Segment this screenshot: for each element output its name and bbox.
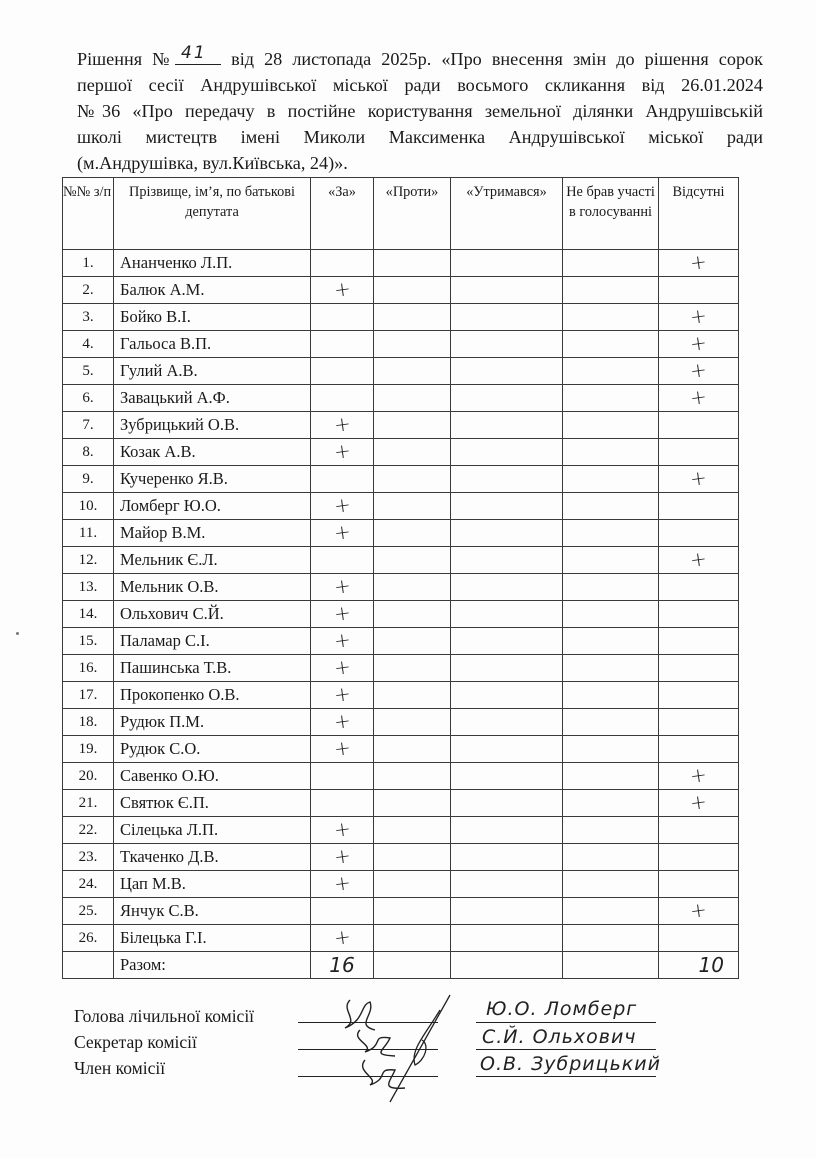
- plus-mark-icon: +: [332, 491, 352, 519]
- decision-heading: [77, 43, 763, 176]
- row-number: 26.: [63, 925, 114, 952]
- deputy-name: Ананченко Л.П.: [114, 250, 311, 277]
- deputy-name: Сілецька Л.П.: [114, 817, 311, 844]
- vote-cell-absent: [659, 250, 739, 277]
- vote-cell-abstained: [451, 385, 563, 412]
- row-number: 19.: [63, 736, 114, 763]
- plus-mark-icon: +: [688, 761, 709, 789]
- row-number: 20.: [63, 763, 114, 790]
- header-for: «За»: [311, 178, 374, 250]
- deputy-name: Паламар С.І.: [114, 628, 311, 655]
- plus-mark-icon: +: [332, 626, 352, 654]
- vote-cell-abstained: [451, 250, 563, 277]
- vote-cell-absent: [659, 682, 739, 709]
- vote-cell-for: [311, 358, 374, 385]
- plus-mark-icon: +: [332, 734, 352, 762]
- plus-mark-icon: +: [332, 572, 352, 600]
- table-row: [63, 655, 739, 682]
- name-line-secretary: [476, 1049, 656, 1050]
- vote-cell-not-voted: [563, 817, 659, 844]
- vote-cell-for: [311, 493, 374, 520]
- vote-cell-against: [374, 817, 451, 844]
- vote-cell-for: [311, 331, 374, 358]
- vote-cell-absent: [659, 898, 739, 925]
- vote-cell-for: [311, 709, 374, 736]
- heading-line-1: [77, 43, 763, 72]
- vote-cell-absent: [659, 466, 739, 493]
- row-number: 12.: [63, 547, 114, 574]
- signature-role-member: Член комісії: [74, 1058, 166, 1078]
- name-line-chair: [476, 1022, 656, 1023]
- vote-cell-against: [374, 466, 451, 493]
- vote-cell-absent: [659, 358, 739, 385]
- vote-cell-not-voted: [563, 466, 659, 493]
- header-absent: Відсутні: [659, 178, 739, 250]
- vote-cell-for: [311, 817, 374, 844]
- plus-mark-icon: +: [688, 383, 709, 411]
- plus-mark-icon: +: [688, 896, 709, 924]
- vote-cell-against: [374, 898, 451, 925]
- row-number: 18.: [63, 709, 114, 736]
- vote-cell-for: [311, 547, 374, 574]
- vote-cell-against: [374, 385, 451, 412]
- vote-cell-against: [374, 682, 451, 709]
- plus-mark-icon: +: [332, 275, 352, 303]
- deputy-name: Гальоса В.П.: [114, 331, 311, 358]
- row-number: 11.: [63, 520, 114, 547]
- plus-mark-icon: +: [332, 869, 352, 897]
- decision-number-field: [175, 43, 221, 65]
- deputy-name: Прокопенко О.В.: [114, 682, 311, 709]
- header-against: «Проти»: [374, 178, 451, 250]
- table-row: [63, 601, 739, 628]
- deputy-name: Майор В.М.: [114, 520, 311, 547]
- vote-cell-abstained: [451, 574, 563, 601]
- heading-suffix: від 28 листопада 2025р. «Про внесення змін до рішення сорок: [221, 49, 763, 69]
- plus-mark-icon: +: [688, 545, 709, 573]
- deputy-name: Ломберг Ю.О.: [114, 493, 311, 520]
- deputy-name: Білецька Г.І.: [114, 925, 311, 952]
- vote-cell-absent: [659, 763, 739, 790]
- vote-cell-abstained: [451, 925, 563, 952]
- vote-cell-absent: [659, 925, 739, 952]
- plus-mark-icon: +: [688, 356, 709, 384]
- row-number: 2.: [63, 277, 114, 304]
- table-body: [63, 250, 739, 952]
- vote-cell-not-voted: [563, 655, 659, 682]
- vote-cell-absent: [659, 790, 739, 817]
- plus-mark-icon: +: [688, 302, 709, 330]
- row-number: 25.: [63, 898, 114, 925]
- table-row: [63, 790, 739, 817]
- plus-mark-icon: +: [332, 923, 352, 951]
- vote-cell-for: [311, 250, 374, 277]
- table-row: [63, 574, 739, 601]
- vote-cell-not-voted: [563, 925, 659, 952]
- row-number: 6.: [63, 385, 114, 412]
- plus-mark-icon: +: [332, 842, 352, 870]
- vote-cell-against: [374, 304, 451, 331]
- vote-cell-absent: [659, 412, 739, 439]
- vote-cell-not-voted: [563, 385, 659, 412]
- vote-cell-absent: [659, 574, 739, 601]
- header-abstained: «Утримався»: [451, 178, 563, 250]
- signature-name-secretary: С.Й. Ольхович: [482, 1026, 637, 1048]
- vote-cell-not-voted: [563, 250, 659, 277]
- vote-cell-abstained: [451, 628, 563, 655]
- vote-cell-against: [374, 763, 451, 790]
- vote-cell-abstained: [451, 331, 563, 358]
- vote-cell-for: [311, 466, 374, 493]
- deputy-name: Кучеренко Я.В.: [114, 466, 311, 493]
- vote-cell-abstained: [451, 898, 563, 925]
- vote-cell-against: [374, 520, 451, 547]
- vote-cell-absent: [659, 277, 739, 304]
- table-row: [63, 925, 739, 952]
- vote-cell-not-voted: [563, 358, 659, 385]
- vote-cell-absent: [659, 844, 739, 871]
- vote-cell-abstained: [451, 790, 563, 817]
- deputy-name: Рудюк С.О.: [114, 736, 311, 763]
- vote-cell-not-voted: [563, 628, 659, 655]
- vote-cell-against: [374, 601, 451, 628]
- row-number: 10.: [63, 493, 114, 520]
- vote-cell-for: [311, 520, 374, 547]
- table-row: [63, 331, 739, 358]
- vote-cell-abstained: [451, 304, 563, 331]
- total-absent-cell: [659, 952, 739, 979]
- vote-cell-not-voted: [563, 736, 659, 763]
- table-row: [63, 385, 739, 412]
- table-row: [63, 466, 739, 493]
- heading-line-4: школі мистецтв імені Миколи Максименка Андрушівської міської ради: [77, 127, 763, 147]
- row-number: 16.: [63, 655, 114, 682]
- vote-cell-abstained: [451, 763, 563, 790]
- heading-prefix: Рішення №: [77, 49, 176, 69]
- table-row: [63, 412, 739, 439]
- table-row: [63, 547, 739, 574]
- vote-cell-absent: [659, 385, 739, 412]
- plus-mark-icon: +: [688, 329, 709, 357]
- table-header-row: [63, 178, 739, 250]
- vote-cell-for: [311, 736, 374, 763]
- deputy-name: Завацький А.Ф.: [114, 385, 311, 412]
- table-row: [63, 871, 739, 898]
- table-row: [63, 250, 739, 277]
- vote-cell-absent: [659, 736, 739, 763]
- vote-cell-for: [311, 439, 374, 466]
- row-number: 23.: [63, 844, 114, 871]
- total-against-cell: [374, 952, 451, 979]
- vote-cell-absent: [659, 304, 739, 331]
- vote-cell-absent: [659, 331, 739, 358]
- vote-cell-against: [374, 331, 451, 358]
- deputy-name: Савенко О.Ю.: [114, 763, 311, 790]
- plus-mark-icon: +: [688, 464, 709, 492]
- vote-cell-absent: [659, 520, 739, 547]
- total-abstained-cell: [451, 952, 563, 979]
- vote-cell-abstained: [451, 547, 563, 574]
- vote-cell-against: [374, 574, 451, 601]
- deputy-name: Мельник Є.Л.: [114, 547, 311, 574]
- vote-cell-abstained: [451, 709, 563, 736]
- vote-cell-against: [374, 250, 451, 277]
- vote-cell-abstained: [451, 736, 563, 763]
- table-row: [63, 682, 739, 709]
- row-number: 1.: [63, 250, 114, 277]
- signature-role-chair: Голова лічильної комісії: [74, 1006, 255, 1026]
- deputy-name: Янчук С.В.: [114, 898, 311, 925]
- vote-cell-against: [374, 844, 451, 871]
- vote-cell-not-voted: [563, 304, 659, 331]
- row-number: 14.: [63, 601, 114, 628]
- vote-cell-for: [311, 412, 374, 439]
- vote-cell-not-voted: [563, 790, 659, 817]
- vote-cell-against: [374, 547, 451, 574]
- deputy-name: Ольхович С.Й.: [114, 601, 311, 628]
- row-number: 13.: [63, 574, 114, 601]
- vote-cell-abstained: [451, 439, 563, 466]
- plus-mark-icon: +: [332, 680, 352, 708]
- vote-cell-for: [311, 763, 374, 790]
- vote-cell-not-voted: [563, 898, 659, 925]
- deputy-name: Зубрицький О.В.: [114, 412, 311, 439]
- vote-cell-abstained: [451, 871, 563, 898]
- vote-cell-abstained: [451, 844, 563, 871]
- vote-cell-against: [374, 790, 451, 817]
- header-not-voted: Не брав участі в голосуванні: [563, 178, 659, 250]
- table-row: [63, 493, 739, 520]
- vote-cell-against: [374, 412, 451, 439]
- deputy-name: Бойко В.І.: [114, 304, 311, 331]
- vote-cell-not-voted: [563, 574, 659, 601]
- vote-cell-not-voted: [563, 331, 659, 358]
- vote-cell-abstained: [451, 358, 563, 385]
- heading-line-2: першої сесії Андрушівської міської ради восьмого скликання від 26.01.2024: [77, 75, 763, 95]
- vote-cell-against: [374, 358, 451, 385]
- vote-cell-not-voted: [563, 682, 659, 709]
- row-number: 21.: [63, 790, 114, 817]
- row-number: 9.: [63, 466, 114, 493]
- plus-mark-icon: +: [332, 437, 352, 465]
- vote-cell-against: [374, 925, 451, 952]
- signature-name-chair: Ю.О. Ломберг: [486, 998, 638, 1020]
- table-row: [63, 898, 739, 925]
- plus-mark-icon: +: [688, 788, 709, 816]
- vote-cell-against: [374, 655, 451, 682]
- deputy-name: Гулий А.В.: [114, 358, 311, 385]
- total-absent-value: 10: [698, 953, 724, 977]
- table-row: [63, 304, 739, 331]
- vote-cell-not-voted: [563, 601, 659, 628]
- row-number: 17.: [63, 682, 114, 709]
- vote-cell-abstained: [451, 655, 563, 682]
- vote-cell-for: [311, 601, 374, 628]
- deputy-name: Святюк Є.П.: [114, 790, 311, 817]
- table-row: [63, 358, 739, 385]
- vote-cell-absent: [659, 871, 739, 898]
- table-row: [63, 844, 739, 871]
- vote-cell-against: [374, 277, 451, 304]
- deputy-name: Цап М.В.: [114, 871, 311, 898]
- total-not-voted-cell: [563, 952, 659, 979]
- vote-cell-for: [311, 304, 374, 331]
- vote-cell-abstained: [451, 277, 563, 304]
- total-for-cell: [311, 952, 374, 979]
- vote-cell-for: [311, 385, 374, 412]
- vote-cell-for: [311, 844, 374, 871]
- row-number: 22.: [63, 817, 114, 844]
- table-row: [63, 763, 739, 790]
- heading-line-5: (м.Андрушівка, вул.Київська, 24)».: [77, 153, 348, 173]
- deputy-name: Ткаченко Д.В.: [114, 844, 311, 871]
- name-line-member: [476, 1076, 656, 1077]
- vote-cell-not-voted: [563, 763, 659, 790]
- vote-cell-absent: [659, 655, 739, 682]
- row-number: 15.: [63, 628, 114, 655]
- plus-mark-icon: +: [332, 653, 352, 681]
- vote-cell-against: [374, 628, 451, 655]
- table-row: [63, 439, 739, 466]
- vote-cell-not-voted: [563, 493, 659, 520]
- deputy-name: Козак А.В.: [114, 439, 311, 466]
- handwritten-signatures-icon: [330, 990, 470, 1105]
- vote-cell-not-voted: [563, 520, 659, 547]
- vote-cell-against: [374, 871, 451, 898]
- row-number: 4.: [63, 331, 114, 358]
- vote-cell-for: [311, 277, 374, 304]
- signature-role-secretary: Секретар комісії: [74, 1032, 197, 1052]
- total-for-value: 16: [329, 953, 355, 977]
- vote-cell-for: [311, 898, 374, 925]
- vote-cell-abstained: [451, 412, 563, 439]
- decision-number-handwritten: 41: [181, 43, 207, 63]
- deputy-name: Рудюк П.М.: [114, 709, 311, 736]
- vote-cell-against: [374, 736, 451, 763]
- voting-table: [62, 177, 739, 979]
- vote-cell-for: [311, 682, 374, 709]
- signature-name-member: О.В. Зубрицький: [480, 1053, 661, 1075]
- plus-mark-icon: +: [332, 518, 352, 546]
- scan-speck: [16, 632, 19, 635]
- vote-cell-not-voted: [563, 439, 659, 466]
- plus-mark-icon: +: [332, 707, 352, 735]
- vote-cell-abstained: [451, 493, 563, 520]
- plus-mark-icon: +: [332, 599, 352, 627]
- vote-cell-not-voted: [563, 547, 659, 574]
- row-number: 8.: [63, 439, 114, 466]
- table-row: [63, 709, 739, 736]
- total-number-cell: [63, 952, 114, 979]
- plus-mark-icon: +: [332, 410, 352, 438]
- vote-cell-abstained: [451, 682, 563, 709]
- vote-cell-absent: [659, 547, 739, 574]
- vote-cell-abstained: [451, 601, 563, 628]
- header-name: Прізвище, ім’я, по батькові депутата: [114, 178, 311, 250]
- row-number: 5.: [63, 358, 114, 385]
- row-number: 24.: [63, 871, 114, 898]
- row-number: 7.: [63, 412, 114, 439]
- vote-cell-abstained: [451, 520, 563, 547]
- plus-mark-icon: +: [688, 248, 709, 276]
- deputy-name: Пашинська Т.В.: [114, 655, 311, 682]
- vote-cell-abstained: [451, 466, 563, 493]
- total-label: Разом:: [114, 952, 311, 979]
- vote-cell-for: [311, 925, 374, 952]
- row-number: 3.: [63, 304, 114, 331]
- table-row: [63, 736, 739, 763]
- heading-line-3: №36 «Про передачу в постійне користування земельної ділянки Андрушівській: [77, 101, 763, 121]
- vote-cell-not-voted: [563, 277, 659, 304]
- vote-cell-against: [374, 709, 451, 736]
- vote-cell-against: [374, 493, 451, 520]
- vote-cell-absent: [659, 439, 739, 466]
- vote-cell-not-voted: [563, 709, 659, 736]
- plus-mark-icon: +: [332, 815, 352, 843]
- deputy-name: Балюк А.М.: [114, 277, 311, 304]
- table-row: [63, 628, 739, 655]
- vote-cell-not-voted: [563, 871, 659, 898]
- vote-cell-absent: [659, 628, 739, 655]
- deputy-name: Мельник О.В.: [114, 574, 311, 601]
- vote-cell-not-voted: [563, 844, 659, 871]
- vote-cell-absent: [659, 709, 739, 736]
- table-row: [63, 277, 739, 304]
- table-row: [63, 817, 739, 844]
- vote-cell-not-voted: [563, 412, 659, 439]
- vote-cell-abstained: [451, 817, 563, 844]
- table-row: [63, 520, 739, 547]
- header-number: №№ з/п: [63, 178, 114, 250]
- vote-cell-absent: [659, 817, 739, 844]
- vote-cell-for: [311, 574, 374, 601]
- vote-cell-for: [311, 655, 374, 682]
- total-row: [63, 952, 739, 979]
- vote-cell-absent: [659, 601, 739, 628]
- vote-cell-for: [311, 871, 374, 898]
- vote-cell-for: [311, 790, 374, 817]
- vote-cell-absent: [659, 493, 739, 520]
- vote-cell-against: [374, 439, 451, 466]
- vote-cell-for: [311, 628, 374, 655]
